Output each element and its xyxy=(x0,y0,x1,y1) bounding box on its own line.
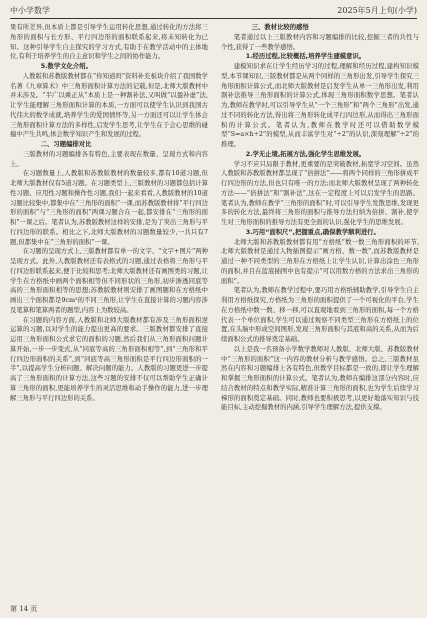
paragraph: 学习不应只局限于教材,更重要的是突破教材,拓宽学习空间。虽然人教版和苏教版教材都呈现了“倍拼法”——将两个同样的三角形拼成平行四边形的方法,但也只有唯一的方法;而北师大版教材呈现了两种转化方法——“倍拼法”和“割补法”,这在一定程度上可以启发学生的思路。笔者认为,教师在教学“三角形的面积”时,可以引导学生发散思维,发现更多的转化方法,最终将三角形的面积与推导方法归纳为倍拼、割补,使学生对三角形面积的推导方法有更全面的认识,强化学生的思维发展。 xyxy=(221,160,419,226)
paragraph: 在习题的呈现方式上,三版教材都有单一的文字、“文字+图片”两种呈现方式。此外,人教版教材还有表格式的习题,通过表格将三角形与平行四边形联系起来,便于比较和思考;北师大版教材还有画图类的习题,让学生在方格纸中画两个面积相等但不同形状的三角形,初步渗透同底等高的三角形面积相等的思想;苏教版教材则安排了画图题和在方格纸中画出三个面积都是9cm²的不同三角形,让学生在直接计算的习题内容涉及笔算和笔算两者的题型,内容上为数较高。 xyxy=(10,248,208,314)
journal-name: 中小学数学 xyxy=(10,6,50,15)
paragraph: 在习题的内容方面,人教版和北师大版教材都有涉及三角形面积逆运算的习题,以对学生的能力提出更高的要求。三版教材都安排了直接运用三角形面积公式求它的面积的习题,然后我们从三角形面积问题计算开始,一步一步变式,从“同底等高的三角形面积相等”,到“三角形和平行四边形面积的关系”,到“同底等高三角形面积是平行四边形面积的一半”,以提高学生分析问题、解决问题的能力。人教版的习题更进一步提高了三角形面积的计算方法,这些习题的安排不仅可以帮助学生正确计算三角形的面积,更能培养学生的灵活思维和动手操作的能力,进一步理解三角形与平行四边形的关系。 xyxy=(10,316,208,402)
section-heading: 二、习题编排对比 xyxy=(40,141,92,148)
paragraph: 在习题数量上,人教版和苏教版教材的数量较多,都有10道习题,但北师大版教材仅有5道习题。在习题类型上,三版教材的习题都包括计算性习题、应用性习题和操作性习题,我们一起来看看,人教版教材的10道习题比较集中,都集中在“三角形的面积”一课,而苏教版教材将“平行四边形的面积”与“三角形的面积”两课习题合在一起,都安排在“三角形的面积”一课之后。笔者认为,苏教版教材这样的安排,是为了突出三角形与平行四边形的联系。相比之下,北师大版教材的习题数量较少,一共只有7题,但都集中在“三角形的面积”一课。 xyxy=(10,170,208,246)
paragraph: 人教版和苏教版教材都在“你知道吗”资料补充板块介绍了我国数学名著《九章算术》中三角形面积计算方法的记载,但是,北师大版教材中并未涉及。“半广以乘正从”本质上是一种割补法,又叫做“以盈补虚”法,让学生能理解三角形面积计算的本质,一方面可以使学生认识到我国古代伟大的数学成就,培养学生的爱国情怀等,另一方面还可以让学生体会三角形面积计算方法的多样性,启发学生思考,让学生在于会心思维的碰撞中产生共鸣,体会数学知识产生和发展的过程。 xyxy=(10,72,208,139)
left-column xyxy=(10,23,208,602)
paragraph: 以上是我一名预备小学数学教师对人教版、北师大版、苏教版教材中“三角形的面积”这一内容的教材分析与教学感悟。总之,三版教材虽然在内容和习题编排上各有特色,但教学目标都是一致的,即让学生理解和掌握三角形面积的计算公式。笔者认为,教师在编排这部分内容时,应结合教材的特点和教学实际,精准计算三角形的面积,也为学生后续学习梯形的面积奠定基础。同时,教师也要积极思考,以更好地落实知识与技能目标,主动挖掘教材的内涵,引导学生理解方法,提供支撑。 xyxy=(221,345,419,412)
page-number: 第 14 页 xyxy=(10,605,38,613)
subsection-heading: 3.巧用“面积尺”,把握重点,确保教学顺利进行。 xyxy=(245,228,380,236)
page-header xyxy=(10,4,417,19)
paragraph: 三版教材的习题编排各有特色,主要表现在数量、呈现方式和内容上。 xyxy=(10,150,208,168)
paragraph: 笔者认为,教师在教学过程中,要巧用方格纸辅助教学,引导学生自主利用方格纸探究,方格纸为三角形的面积提供了一个可视化的平台,学生在方格纸中数一数、移一移,可以直观地看到三角形的面积,每一个方格代表一个单位面积,学生可以通过观察不同类型三角形在方格纸上的位置,在头脑中形成空间图形,发现三角形面积与其底和高的关系,从而为后续面积公式的推导奠定基础。 xyxy=(221,287,419,343)
section-heading: 三、教材比较的感悟 xyxy=(251,24,309,31)
paragraph: 笔者通过以上三版教材内容和习题编排的比较,挖掘三者的共性与个性,获得了一些教学感悟。 xyxy=(221,33,419,51)
section-heading: 5.数学文化介绍。 xyxy=(40,63,92,70)
paragraph: 北师大版和苏教版教材都有用“方格纸”数一数三角形面积的环节,北师大版教材是通过人物插图提示“画方格、数一数”,而苏教版教材是通过一种不同类型的三角形在方格纸上让学生认识,计算出涂色三角形的面积,并且在蓝底插图中也有提示“可以用数方格的方法求出三角形的面积”。 xyxy=(221,238,419,285)
subsection-heading: 1.经历过程,比较概括,培养学生建模意识。 xyxy=(245,53,366,61)
issue-label: 2025年5月上旬(小学) xyxy=(337,6,417,15)
paragraph: 果有所差异,但本质上都是引导学生运用转化思想,通过转化的方法将三角形的面积与长方形、平行四边形的面积联系起来,将未知转化为已知。这种引导学生自主探究的学习方式,有助于在教学活动中的主体地位,有利于培养学生的自主意识和学生之间的协作能力。 xyxy=(10,24,208,61)
subsection-heading: 2.学无止境,拓展方法,强化学生思维发展。 xyxy=(245,150,366,158)
paragraph: 建模知识求在让学生经历学习的过程,理解和经历过程,建构知识模型,本节课知识,三版教材都是从两个同样的三角形出发,引导学生探究三角形面积计算公式,而北师大版教材是启发学生从单一三角形出发,利用割补法推导三角形面积的计算公式,体现三角形面积数学思想。笔者认为,教师在教学时,可以引导学生从“一个三角形”和“两个三角形”出发,通过不同的转化方法,得出将三角形转化成平行四边形,从而得出三角形面积的计算公式。笔者认为,教师在教学时还可以借助数学模型“S=a×h÷2”的模型,从而丰富学生对“÷2”的认识,深刻理解“÷2”的推理。 xyxy=(221,63,419,148)
right-column xyxy=(221,23,419,602)
